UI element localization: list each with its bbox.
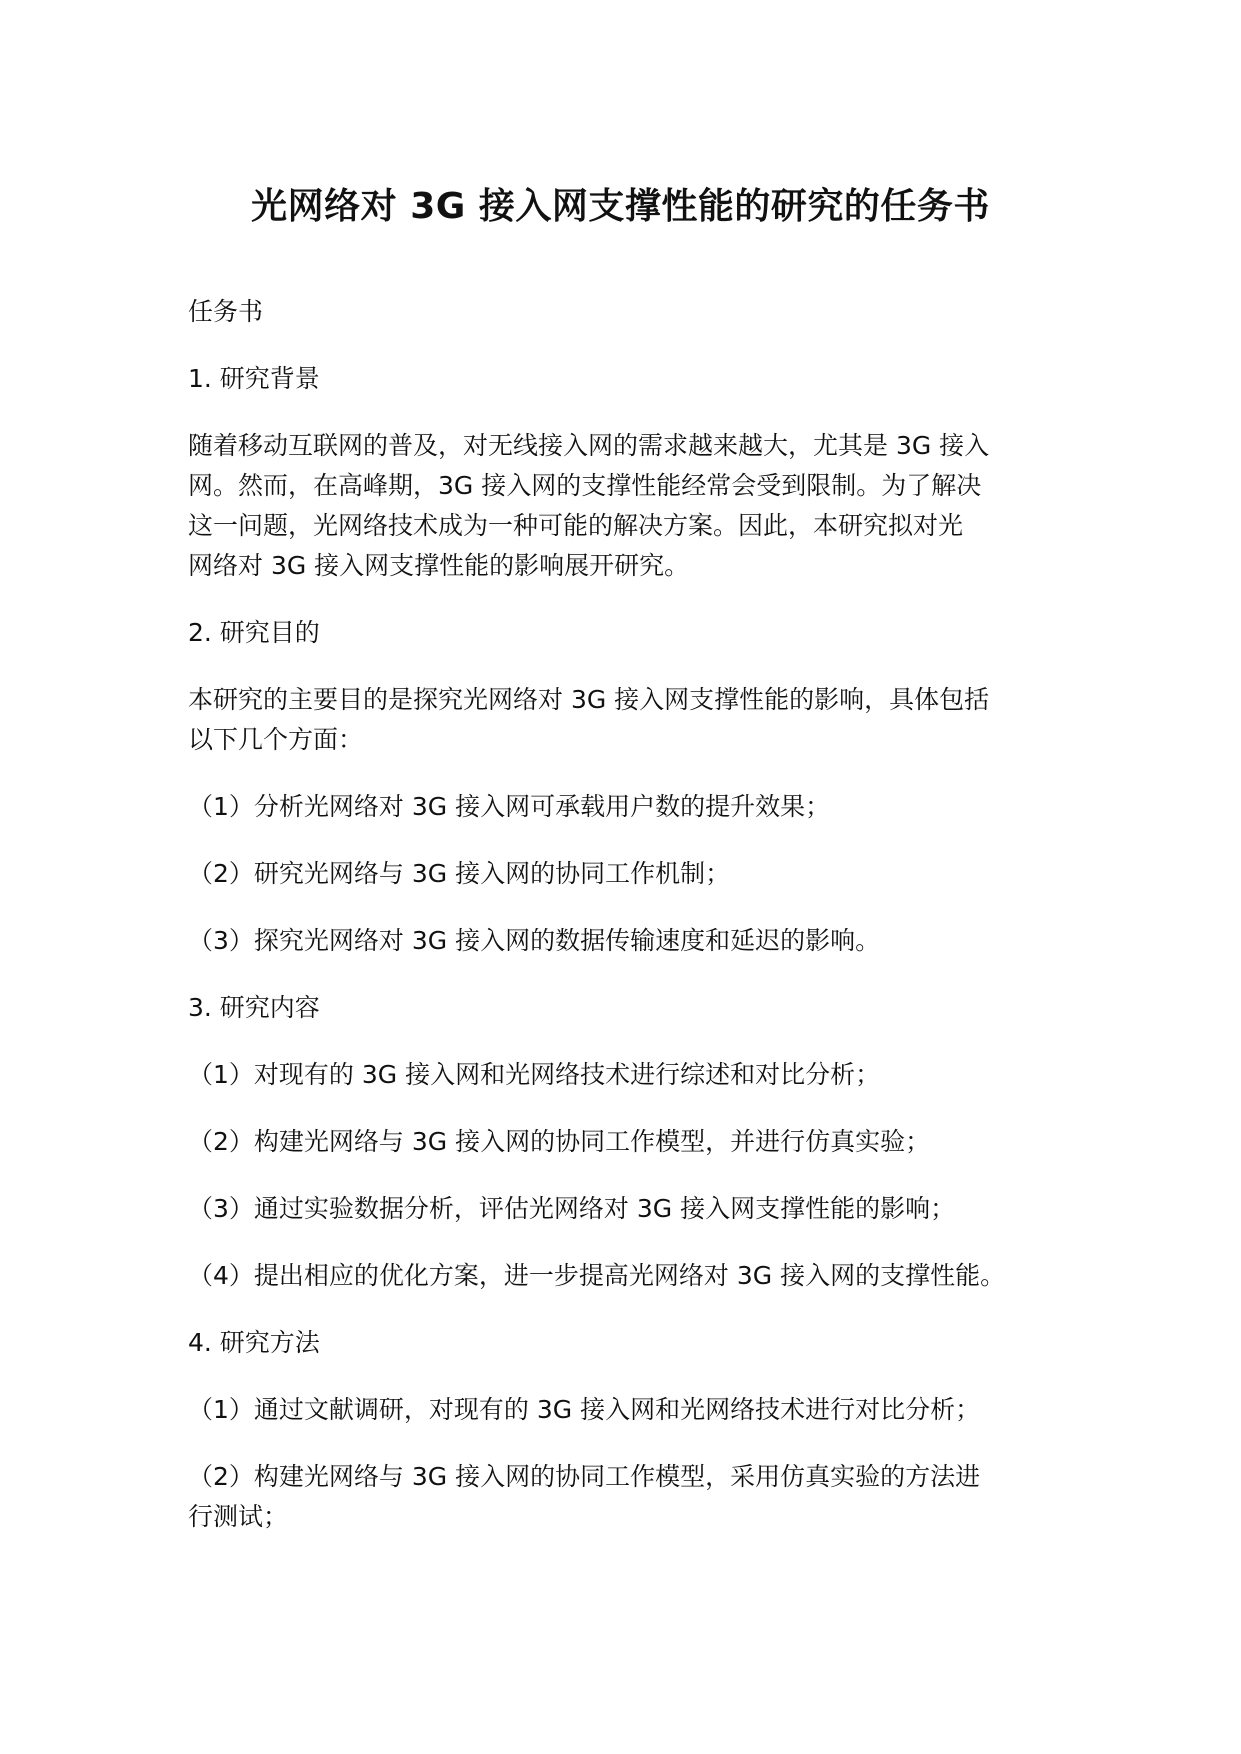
list-item: （3）探究光网络对 3G 接入网的数据传输速度和延迟的影响。	[188, 926, 881, 955]
paragraph-line: 网络对 3G 接入网支撑性能的影响展开研究。	[188, 551, 690, 580]
paragraph-line: 随着移动互联网的普及，对无线接入网的需求越来越大，尤其是 3G 接入	[188, 431, 990, 460]
list-item: （2）构建光网络与 3G 接入网的协同工作模型，并进行仿真实验；	[188, 1127, 931, 1156]
list-item	[188, 1457, 1088, 1537]
document-body	[188, 292, 1088, 1564]
list-item: （1）通过文献调研，对现有的 3G 接入网和光网络技术进行对比分析；	[188, 1395, 981, 1424]
paragraph-line: 以下几个方面：	[188, 725, 364, 754]
task-heading: 任务书	[188, 297, 264, 326]
purpose-paragraph	[188, 680, 1088, 760]
section-heading-background: 1. 研究背景	[188, 364, 320, 393]
paragraph-line: 本研究的主要目的是探究光网络对 3G 接入网支撑性能的影响，具体包括	[188, 685, 990, 714]
section-heading-method: 4. 研究方法	[188, 1328, 320, 1357]
paragraph-line: 行测试；	[188, 1502, 289, 1531]
list-item: （4）提出相应的优化方案，进一步提高光网络对 3G 接入网的支撑性能。	[188, 1261, 1006, 1290]
list-item: （1）对现有的 3G 接入网和光网络技术进行综述和对比分析；	[188, 1060, 881, 1089]
list-item: （1）分析光网络对 3G 接入网可承载用户数的提升效果；	[188, 792, 831, 821]
document-title: 光网络对 3G 接入网支撑性能的研究的任务书	[251, 186, 990, 227]
list-item: （2）研究光网络与 3G 接入网的协同工作机制；	[188, 859, 731, 888]
paragraph-line: （2）构建光网络与 3G 接入网的协同工作模型，采用仿真实验的方法进	[188, 1462, 981, 1491]
background-paragraph	[188, 426, 1088, 586]
section-heading-purpose: 2. 研究目的	[188, 618, 320, 647]
paragraph-line: 这一问题，光网络技术成为一种可能的解决方案。因此，本研究拟对光	[188, 511, 964, 540]
list-item: （3）通过实验数据分析，评估光网络对 3G 接入网支撑性能的影响；	[188, 1194, 956, 1223]
section-heading-content: 3. 研究内容	[188, 993, 320, 1022]
paragraph-line: 网。然而，在高峰期，3G 接入网的支撑性能经常会受到限制。为了解决	[188, 471, 982, 500]
